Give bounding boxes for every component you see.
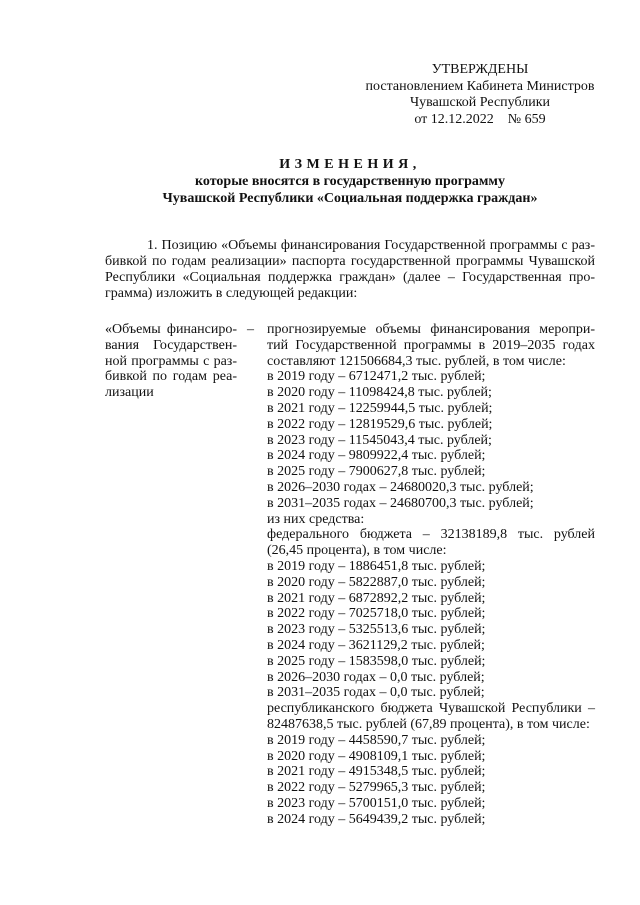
title-subline: Чувашской Республики «Социальная поддержка граждан» — [162, 191, 538, 206]
financing-text — [267, 322, 595, 828]
year-line: в 2020 году – 5822887,0 тыс. рублей; — [267, 574, 486, 590]
year-line: в 2019 году – 1886451,8 тыс. рублей; — [267, 558, 486, 574]
year-line: в 2020 году – 4908109,1 тыс. рублей; — [267, 748, 486, 764]
year-line: в 2026–2030 годах – 24680020,3 тыс. рублей; — [267, 479, 534, 495]
year-line: в 2024 году – 3621129,2 тыс. рублей; — [267, 637, 485, 653]
republic-line: 82487638,5 тыс. рублей (67,89 процента), в том числе: — [267, 716, 590, 732]
title-subline: которые вносятся в государственную программу — [195, 174, 505, 189]
label-line: ной программы с раз- — [105, 353, 237, 369]
year-line: в 2023 году – 5700151,0 тыс. рублей; — [267, 795, 486, 811]
label-line: вания Государствен- — [105, 337, 237, 353]
intro-line: составляют 121506684,3 тыс. рублей, в том числе: — [267, 353, 566, 369]
approval-line: Чувашской Республики — [409, 95, 551, 110]
paragraph-line: Республики «Социальная поддержка граждан» (далее – Государственная про- — [105, 270, 595, 285]
republic-line: республиканского бюджета Чувашской Республики – — [267, 701, 595, 717]
paragraph-line: бивкой по годам реализации» паспорта государственной программы Чувашской — [105, 254, 595, 269]
label-line: лизации — [105, 385, 154, 401]
year-line: в 2022 году – 5279965,3 тыс. рублей; — [267, 780, 486, 796]
label-line: «Объемы финансиро- — [105, 322, 237, 337]
intro-line: тий Государственной программы в 2019–2035 годах — [267, 337, 595, 353]
year-line: в 2031–2035 годах – 24680700,3 тыс. рублей; — [267, 495, 534, 511]
year-line: в 2022 году – 12819529,6 тыс. рублей; — [267, 416, 493, 432]
year-line: в 2021 году – 12259944,5 тыс. рублей; — [267, 400, 493, 416]
paragraph-1 — [105, 238, 595, 302]
year-line: в 2021 году – 6872892,2 тыс. рублей; — [267, 590, 486, 606]
year-line: в 2021 году – 4915348,5 тыс. рублей; — [267, 764, 486, 780]
year-line: в 2025 году – 1583598,0 тыс. рублей; — [267, 653, 486, 669]
document-title — [100, 156, 600, 207]
approval-heading: УТВЕРЖДЕНЫ — [431, 62, 529, 77]
year-line: в 2020 году – 11098424,8 тыс. рублей; — [267, 385, 492, 401]
year-line: в 2031–2035 годах – 0,0 тыс. рублей; — [267, 685, 485, 701]
year-line: в 2023 году – 5325513,6 тыс. рублей; — [267, 622, 486, 638]
of-which-line: из них средства: — [267, 511, 365, 527]
year-line: в 2022 году – 7025718,0 тыс. рублей; — [267, 606, 486, 622]
federal-line: (26,45 процента), в том числе: — [267, 543, 447, 559]
year-line: в 2019 году – 4458590,7 тыс. рублей; — [267, 732, 486, 748]
position-dash: – — [247, 322, 254, 337]
year-line: в 2026–2030 годах – 0,0 тыс. рублей; — [267, 669, 485, 685]
year-line: в 2023 году – 11545043,4 тыс. рублей; — [267, 432, 492, 448]
year-line: в 2024 году – 5649439,2 тыс. рублей; — [267, 811, 486, 827]
year-line: в 2025 году – 7900627,8 тыс. рублей; — [267, 464, 486, 480]
year-line: в 2024 году – 9809922,4 тыс. рублей; — [267, 448, 486, 464]
approval-date: от 12.12.2022 № 659 — [414, 111, 546, 127]
title-heading: ИЗМЕНЕНИЯ, — [279, 157, 421, 172]
federal-line: федерального бюджета – 32138189,8 тыс. рублей — [267, 527, 595, 543]
label-line: бивкой по годам реа- — [105, 369, 237, 385]
approval-block — [360, 62, 600, 128]
paragraph-line: грамма) изложить в следующей редакции: — [105, 286, 358, 301]
approval-line: постановлением Кабинета Министров — [365, 78, 595, 94]
paragraph-line: 1. Позицию «Объемы финансирования Государственной программы с раз- — [147, 238, 595, 253]
year-line: в 2019 году – 6712471,2 тыс. рублей; — [267, 369, 486, 385]
position-label — [105, 322, 237, 401]
intro-line: прогнозируемые объемы финансирования меропри- — [267, 322, 595, 337]
